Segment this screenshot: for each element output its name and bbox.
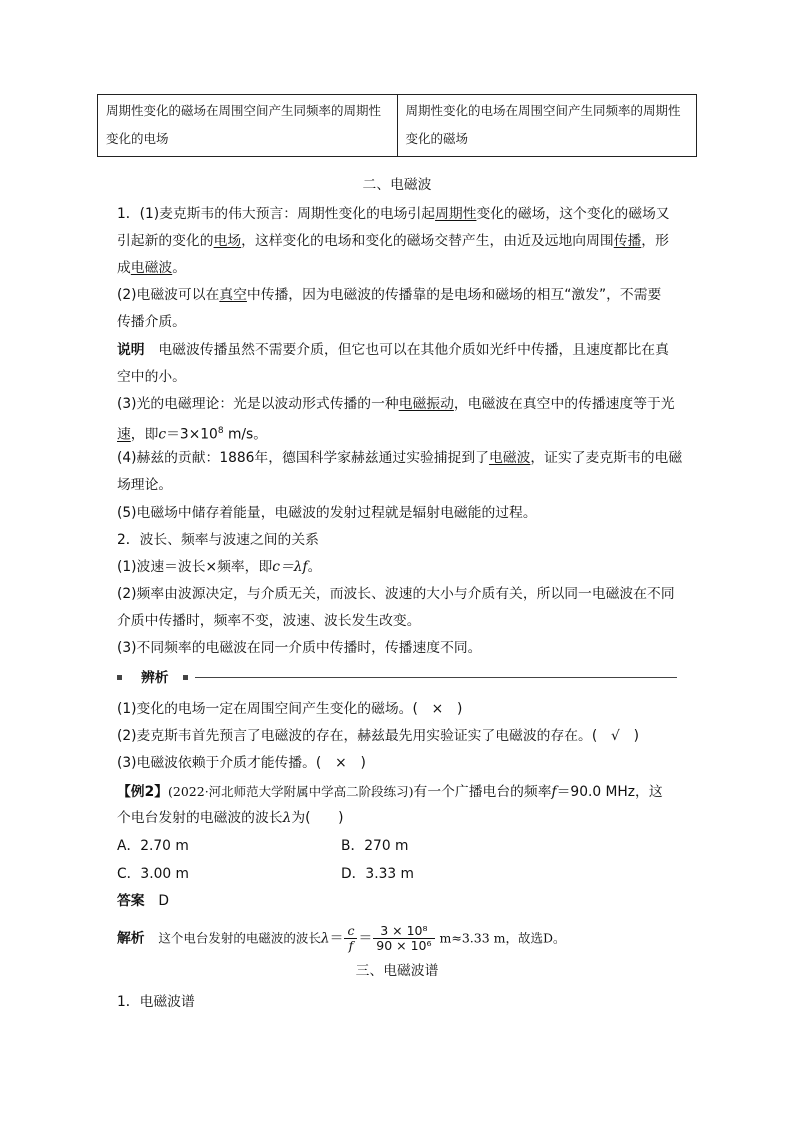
paragraph-line: 1．(1)麦克斯韦的伟大预言：周期性变化的电场引起周期性变化的磁场，这个变化的磁场又 [117,206,670,222]
section-title-spectrum: 三、电磁波谱 [355,963,439,979]
answer-line [117,891,677,911]
table-cell-right: 周期性变化的电场在周围空间产生同频率的周期性变化的磁场 [397,95,697,157]
divider [195,677,677,678]
option-c: C．3.00 m [117,866,189,882]
bianxi-header [117,668,677,688]
paragraph-line: (3)光的电磁理论：光是以波动形式传播的一种电磁振动，电磁波在真空中的传播速度等于光 [117,396,675,412]
bullet-square-icon [183,675,188,680]
judgement-item: (2)麦克斯韦首先预言了电磁波的存在，赫兹最先用实验证实了电磁波的存在。( √ ) [117,728,639,744]
answer-label: 答案 [117,893,145,909]
paragraph-line: (1)波速＝波长×频率，即c＝λf。 [117,559,322,575]
judgement-item: (1)变化的电场一定在周围空间产生变化的磁场。( × ) [117,701,463,717]
paragraph-line: 成电磁波。 [117,260,186,276]
paragraph-line: 速，即$c=3\times 10^8$ m/s。 [117,426,268,443]
example-question: 【例2】(2022·河北师范大学附属中学高二阶段练习)有一个广播电台的频率f＝90.0 MHz，这 [117,784,663,800]
note-line: 空中的小。 [117,369,186,385]
paragraph-line: 传播介质。 [117,314,186,330]
solution-label: 解析 [117,930,145,947]
example-question-line2: 个电台发射的电磁波的波长λ为( ) [117,810,344,826]
paragraph-line: (2)电磁波可以在真空中传播，因为电磁波的传播靠的是电场和磁场的相互“激发”，不需要 [117,287,662,303]
example-tag: 【例2】 [117,784,168,800]
paragraph-line: (4)赫兹的贡献：1886年，德国科学家赫兹通过实验捕捉到了电磁波，证实了麦克斯韦的电磁 [117,450,683,466]
option-row [117,864,677,884]
paragraph-line: (3)不同频率的电磁波在同一介质中传播时，传播速度不同。 [117,640,482,656]
answer-value: D [158,893,170,909]
option-a: A．2.70 m [117,838,189,854]
comparison-table [97,94,697,157]
bullet-square-icon [117,675,122,680]
option-b: B．270 m [341,838,409,854]
option-row [117,836,677,856]
table-cell-left: 周期性变化的磁场在周围空间产生同频率的周期性变化的电场 [98,95,398,157]
bianxi-label: 辨析 [141,670,169,686]
solution-line: 解析 这个电台发射的电磁波的波长λ＝ $\frac{c}{f}$ ＝ $\frac{\text{3 × 10⁸}}{\text{90 × 10⁶}}$ m≈3.33 m，故选D。 [117,923,566,953]
fraction-c-over-f: $\frac{c}{f}$ [344,924,357,953]
paragraph-line: (5)电磁场中储存着能量，电磁波的发射过程就是辐射电磁能的过程。 [117,505,537,521]
option-d: D．3.33 m [341,866,414,882]
paragraph-line: 引起新的变化的电场，这样变化的电场和变化的磁场交替产生，由近及远地向周围传播，形 [117,233,669,249]
note-line: 说明 电磁波传播虽然不需要介质，但它也可以在其他介质如光纤中传播，且速度都比在真 [117,342,669,358]
fraction-numeric: $\frac{\text{3 × 10⁸}}{\text{90 × 10⁶}}$ [373,924,434,953]
note-label: 说明 [117,342,145,358]
example-source: (2022·河北师范大学附属中学高二阶段练习) [168,784,414,799]
paragraph-line: 2．波长、频率与波速之间的关系 [117,532,319,548]
paragraph-line: 1．电磁波谱 [117,994,195,1010]
section-title-electromagnetic-wave: 二、电磁波 [362,177,432,193]
judgement-item: (3)电磁波依赖于介质才能传播。( × ) [117,755,366,771]
paragraph-line: 介质中传播时，频率不变，波速、波长发生改变。 [117,613,421,629]
paragraph-line: 场理论。 [117,477,173,493]
paragraph-line: (2)频率由波源决定，与介质无关，而波长、波速的大小与介质有关，所以同一电磁波在不同 [117,586,675,602]
